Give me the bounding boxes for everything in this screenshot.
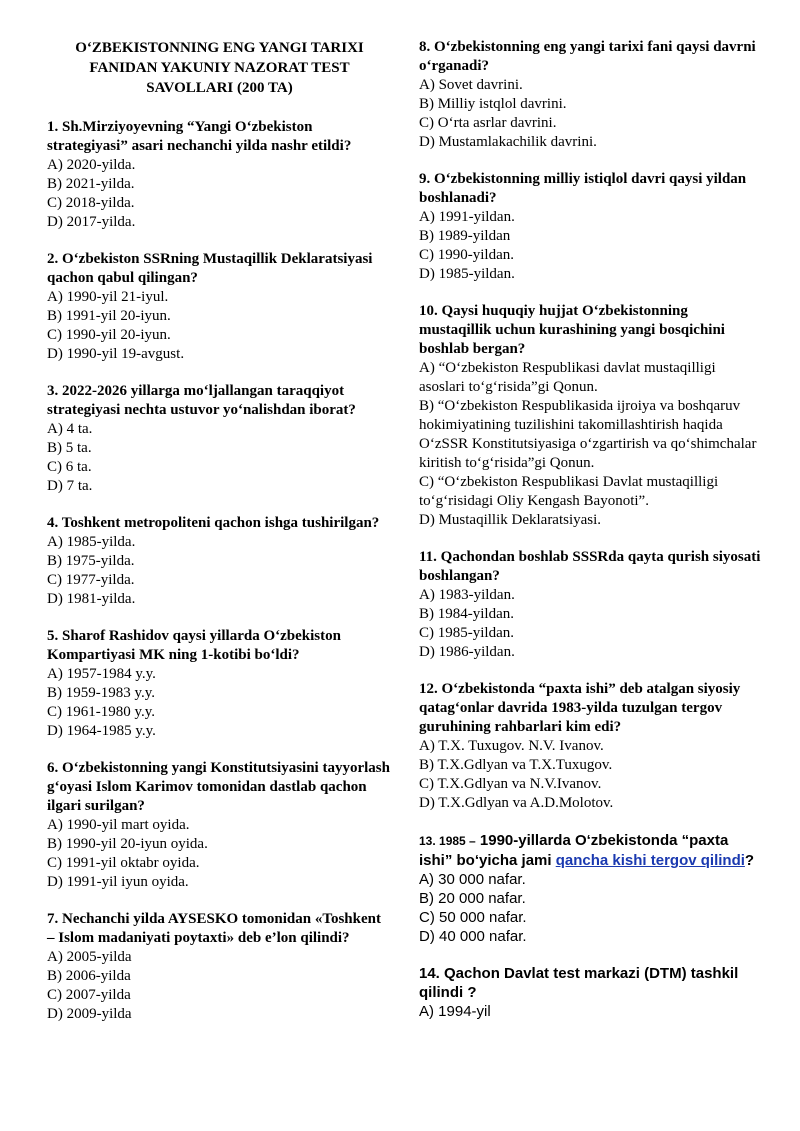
question-text: 10. Qaysi huquqiy hujjat O‘zbekistonning mustaqillik uchun kurashining yangi bosqichini boshlab bergan? <box>419 303 725 357</box>
answer-option-c: C) “O‘zbekiston Respublikasi Davlat mustaqilligi to‘g‘risidagi Oliy Kengash Bayonoti”. <box>419 474 719 509</box>
question-10 <box>419 302 764 530</box>
answer-option-d: D) 1981-yilda. <box>47 591 136 607</box>
answer-option-b: B) Milliy istqlol davrini. <box>419 96 567 112</box>
answer-option-d: D) 7 ta. <box>47 478 93 494</box>
answer-option-c: C) 2018-yilda. <box>47 195 135 211</box>
answer-option-a: A) 2005-yilda <box>47 949 132 965</box>
answer-option-a: A) 1985-yilda. <box>47 534 136 550</box>
answer-option-d: D) 2009-yilda <box>47 1006 132 1022</box>
question-12 <box>419 680 764 813</box>
answer-option-a: A) 1991-yildan. <box>419 209 515 225</box>
answer-option-c: C) 6 ta. <box>47 459 92 475</box>
answer-option-a: A) “O‘zbekiston Respublikasi davlat mustaqilligi asoslari to‘g‘risida”gi Qonun. <box>419 360 716 395</box>
answer-option-c: C) T.X.Gdlyan va N.V.Ivanov. <box>419 776 602 792</box>
answer-option-c: C) 1990-yildan. <box>419 247 514 263</box>
answer-option-a: A) 1990-yil mart oyida. <box>47 817 190 833</box>
answer-option-d: D) 1990-yil 19-avgust. <box>47 346 185 362</box>
right-column <box>419 38 764 1039</box>
question-text: 4. Toshkent metropoliteni qachon ishga tushirilgan? <box>47 515 380 531</box>
question-text: 2. O‘zbekiston SSRning Mustaqillik Deklaratsiyasi qachon qabul qilingan? <box>47 251 373 286</box>
question-6 <box>47 759 392 892</box>
left-column <box>47 38 392 1042</box>
question-text: 1. Sh.Mirziyoyevning “Yangi O‘zbekiston strategiyasi” asari nechanchi yilda nashr etildi? <box>47 119 352 154</box>
question-text: 9. O‘zbekistonning milliy istiqlol davri qaysi yildan boshlanadi? <box>419 171 747 206</box>
answer-option-d: D) Mustaqillik Deklaratsiyasi. <box>419 512 602 528</box>
question-text: 6. O‘zbekistonning yangi Konstitutsiyasini tayyorlash g‘oyasi Islom Karimov tomonidan dastlab qachon ilgari surilgan? <box>47 760 390 814</box>
answer-option-b: B) 2006-yilda <box>47 968 131 984</box>
question-text: 8. O‘zbekistonning eng yangi tarixi fani qaysi davrni o‘rganadi? <box>419 39 756 74</box>
answer-option-b: B) T.X.Gdlyan va T.X.Tuxugov. <box>419 757 613 773</box>
question-text: 7. Nechanchi yilda AYSESKO tomonidan «Toshkent – Islom madaniyati poytaxti» deb e’lon qilindi? <box>47 911 381 946</box>
answer-option-a: A) 4 ta. <box>47 421 93 437</box>
answer-option-a: A) 2020-yilda. <box>47 157 136 173</box>
question-text <box>419 831 764 870</box>
question-3 <box>47 382 392 496</box>
question-4 <box>47 514 392 609</box>
question-14 <box>419 964 764 1021</box>
answer-option-a: A) Sovet davrini. <box>419 77 523 93</box>
answer-option-d: D) 1985-yildan. <box>419 266 515 282</box>
answer-option-b: B) 5 ta. <box>47 440 92 456</box>
question-2 <box>47 250 392 364</box>
answer-option-a: A) 1990-yil 21-iyul. <box>47 289 169 305</box>
answer-option-c: C) O‘rta asrlar davrini. <box>419 115 557 131</box>
answer-option-d: D) 1964-1985 y.y. <box>47 723 156 739</box>
question-13 <box>419 831 764 946</box>
answer-option-b: B) 1959-1983 y.y. <box>47 685 156 701</box>
answer-option-b: B) “O‘zbekiston Respublikasida ijroiya va boshqaruv hokimiyatining tuzilishini takomillashtirish haqida O‘zSSR Konstitutsiyasiga o‘zgartirish va qo‘shimchalar kiritish to‘g‘risida”gi Qonun. <box>419 398 757 471</box>
answer-option-c: C) 1990-yil 20-iyun. <box>47 327 171 343</box>
answer-option-d: D) Mustamlakachilik davrini. <box>419 134 597 150</box>
question-5 <box>47 627 392 741</box>
question-1 <box>47 118 392 232</box>
answer-option-d: D) 40 000 nafar. <box>419 928 527 945</box>
question-text: 11. Qachondan boshlab SSSRda qayta qurish siyosati boshlangan? <box>419 549 761 584</box>
document-title: O‘ZBEKISTONNING ENG YANGI TARIXI FANIDAN YAKUNIY NAZORAT TEST SAVOLLARI (200 TA) <box>75 40 364 96</box>
answer-option-b: B) 1989-yildan <box>419 228 511 244</box>
answer-option-c: C) 1977-yilda. <box>47 572 135 588</box>
answer-option-d: D) 1991-yil iyun oyida. <box>47 874 189 890</box>
question-text: 5. Sharof Rashidov qaysi yillarda O‘zbekiston Kompartiyasi MK ning 1-kotibi bo‘ldi? <box>47 628 341 663</box>
answer-option-b: B) 1975-yilda. <box>47 553 135 569</box>
question-7 <box>47 910 392 1024</box>
question-number: 13. 1985 – <box>419 834 476 848</box>
question-8 <box>419 38 764 152</box>
answer-option-c: C) 1991-yil oktabr oyida. <box>47 855 200 871</box>
answer-option-b: B) 20 000 nafar. <box>419 890 526 907</box>
question-text: 3. 2022-2026 yillarga mo‘ljallangan taraqqiyot strategiyasi nechta ustuvor yo‘nalishdan iborat? <box>47 383 356 418</box>
answer-option-c: C) 1985-yildan. <box>419 625 514 641</box>
answer-option-b: B) 1991-yil 20-iyun. <box>47 308 171 324</box>
answer-option-d: D) 2017-yilda. <box>47 214 136 230</box>
answer-option-a: A) 30 000 nafar. <box>419 871 526 888</box>
answer-option-d: D) 1986-yildan. <box>419 644 515 660</box>
answer-option-b: B) 1990-yil 20-iyun oyida. <box>47 836 208 852</box>
answer-option-c: C) 1961-1980 y.y. <box>47 704 156 720</box>
answer-option-d: D) T.X.Gdlyan va A.D.Molotov. <box>419 795 614 811</box>
answer-option-a: A) 1957-1984 y.y. <box>47 666 156 682</box>
answer-option-a: A) 1983-yildan. <box>419 587 515 603</box>
answer-option-c: C) 2007-yilda <box>47 987 131 1003</box>
question-text: 12. O‘zbekistonda “paxta ishi” deb atalgan siyosiy qatag‘onlar davrida 1983-yilda tuzulgan tergov guruhining rahbarlari kim edi? <box>419 681 741 735</box>
question-link[interactable]: qancha kishi tergov qilindi <box>555 852 745 869</box>
question-text-part: 1990-yillarda O‘zbekistonda “paxta ishi” bo‘yicha jami <box>419 832 729 869</box>
question-mark: ? <box>744 852 755 869</box>
question-11 <box>419 548 764 662</box>
answer-option-b: B) 1984-yildan. <box>419 606 514 622</box>
question-text: 14. Qachon Davlat test markazi (DTM) tashkil qilindi ? <box>419 965 739 1001</box>
question-9 <box>419 170 764 284</box>
answer-option-c: C) 50 000 nafar. <box>419 909 527 926</box>
answer-option-b: B) 2021-yilda. <box>47 176 135 192</box>
answer-option-a: A) 1994-yil <box>419 1003 491 1020</box>
answer-option-a: A) T.X. Tuxugov. N.V. Ivanov. <box>419 738 604 754</box>
